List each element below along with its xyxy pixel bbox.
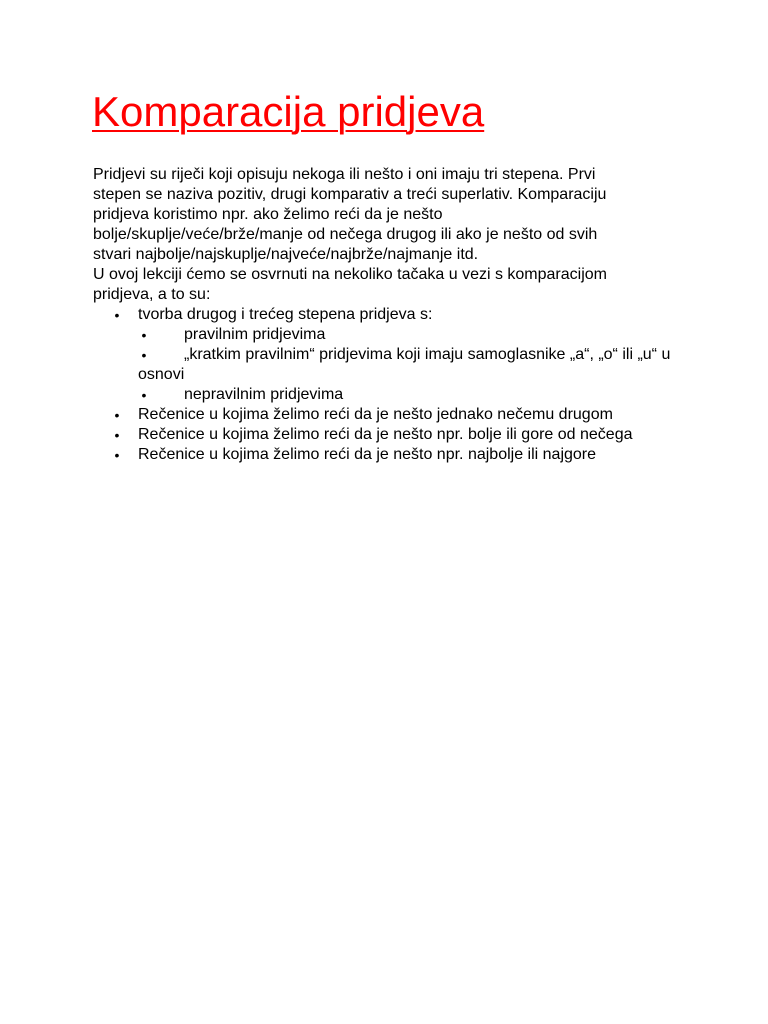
document-body [93,165,693,465]
intro-line: Pridjevi su riječi koji opisuju nekoga ili nešto i oni imaju tri stepena. Prvi [93,166,596,183]
list-item-text: Rečenice u kojima želimo reći da je nešto npr. bolje ili gore od nečega [138,426,633,443]
bullet-icon: • [114,407,120,423]
bullet-icon: • [141,327,147,343]
page-title: Komparacija pridjeva [92,88,485,135]
sub-list-item-text: pravilnim pridjevima [184,326,326,343]
list-item-text: tvorba drugog i trećeg stepena pridjeva s: [138,306,433,323]
list-item [93,425,693,445]
bullet-icon: • [114,447,120,463]
sub-list-item [138,385,693,405]
list-item [93,445,693,465]
sub-list-item [138,325,693,345]
bullet-icon: • [114,307,120,323]
intro-paragraph [93,165,693,265]
list-item [93,305,693,405]
lesson-paragraph [93,265,693,305]
intro-line: pridjeva koristimo npr. ako želimo reći da je nešto [93,206,443,223]
sub-list-item-text: nepravilnim pridjevima [184,386,344,403]
sub-list-item [138,345,693,385]
bullet-icon: • [141,387,147,403]
list-item [93,405,693,425]
list-item-text: Rečenice u kojima želimo reći da je nešto npr. najbolje ili najgore [138,446,597,463]
intro-line: stvari najbolje/najskuplje/najveće/najbrže/najmanje itd. [93,246,479,263]
lesson-line: pridjeva, a to su: [93,286,211,303]
topic-list [93,305,693,465]
intro-line: stepen se naziva pozitiv, drugi komparativ a treći superlativ. Komparaciju [93,186,607,203]
intro-line: bolje/skuplje/veće/brže/manje od nečega drugog ili ako je nešto od svih [93,226,598,243]
lesson-line: U ovoj lekciji ćemo se osvrnuti na nekoliko tačaka u vezi s komparacijom [93,266,607,283]
sub-list [138,325,693,405]
bullet-icon: • [114,427,120,443]
bullet-icon: • [141,347,147,363]
sub-list-item-text: „kratkim pravilnim“ pridjevima koji imaju samoglasnike „a“, „o“ ili „u“ u osnovi [138,346,671,383]
list-item-text: Rečenice u kojima želimo reći da je nešto jednako nečemu drugom [138,406,613,423]
